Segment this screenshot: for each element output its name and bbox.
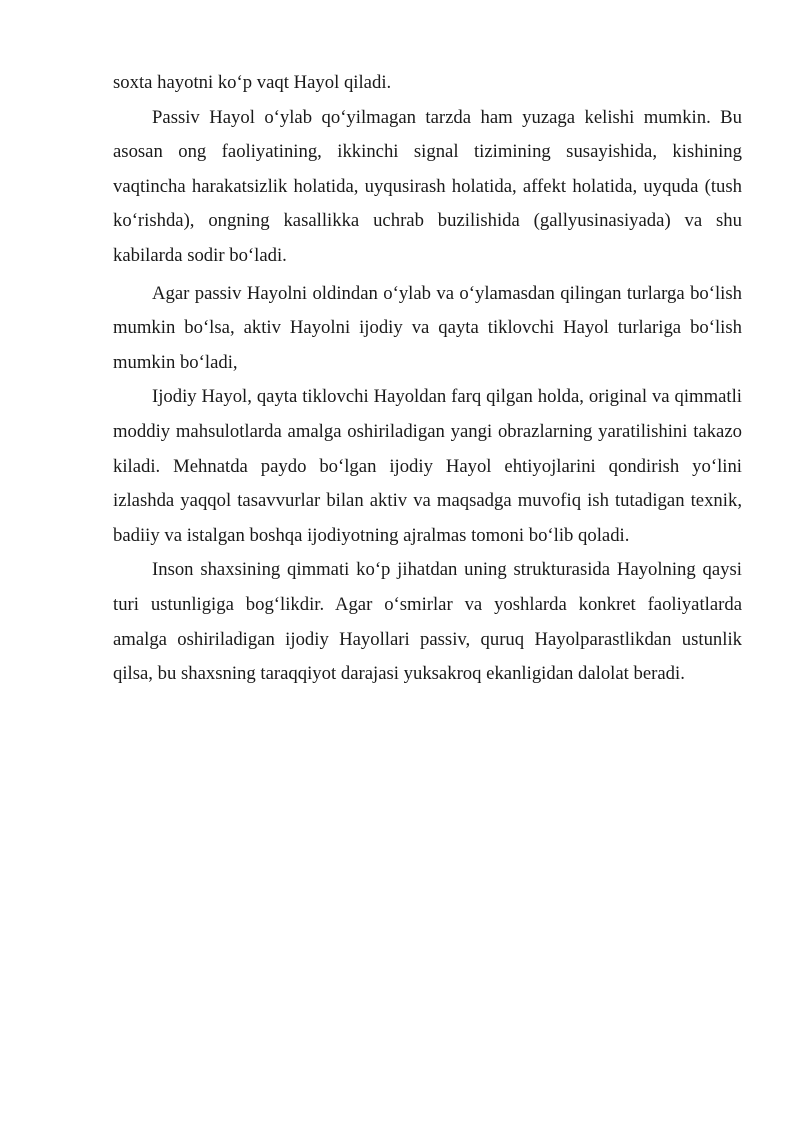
paragraph-5: Inson shaxsining qimmati ko‘p jihatdan uning strukturasida Hayolning qaysi turi ustunligiga bog‘likdir. Agar o‘smirlar va yoshlarda konkret faoliyatlarda amalga oshiriladigan ijodiy Hayollari passiv, quruq Hayolparastlikdan ustunlik qilsa, bu shaxsning taraqqiyot darajasi yuksakroq ekanligidan dalolat beradi.: [113, 559, 742, 685]
paragraph-2: Passiv Hayol o‘ylab qo‘yilmagan tarzda ham yuzaga kelishi mumkin. Bu asosan ong faoliyatining, ikkinchi signal tizimining susayishida, kishining vaqtincha harakatsizlik holatida, uyqusirash holatida, affekt holatida, uyquda (tush ko‘rishda), ongning kasallikka uchrab buzilishida (gallyusinasiyada) va shu kabilarda sodir bo‘ladi.: [113, 106, 742, 266]
paragraph-4: Ijodiy Hayol, qayta tiklovchi Hayoldan farq qilgan holda, original va qimmatli moddiy mahsulotlarda amalga oshiriladigan yangi obrazlarning yaratilishini takazo kiladi. Mehnatda paydo bo‘lgan ijodiy Hayol ehtiyojlarini qondirish yo‘lini izlashda yaqqol tasavvurlar bilan aktiv va maqsadga muvofiq ish tutadigan texnik, badiiy va istalgan boshqa ijodiyotning ajralmas tomoni bo‘lib qoladi.: [113, 386, 742, 546]
document-body: [113, 66, 742, 692]
paragraph-3: Agar passiv Hayolni oldindan o‘ylab va o‘ylamasdan qilingan turlarga bo‘lish mumkin bo‘lsa, aktiv Hayolni ijodiy va qayta tiklovchi Hayol turlariga bo‘lish mumkin bo‘ladi,: [113, 282, 742, 373]
paragraph-1: soxta hayotni ko‘p vaqt Hayol qiladi.: [113, 72, 392, 93]
